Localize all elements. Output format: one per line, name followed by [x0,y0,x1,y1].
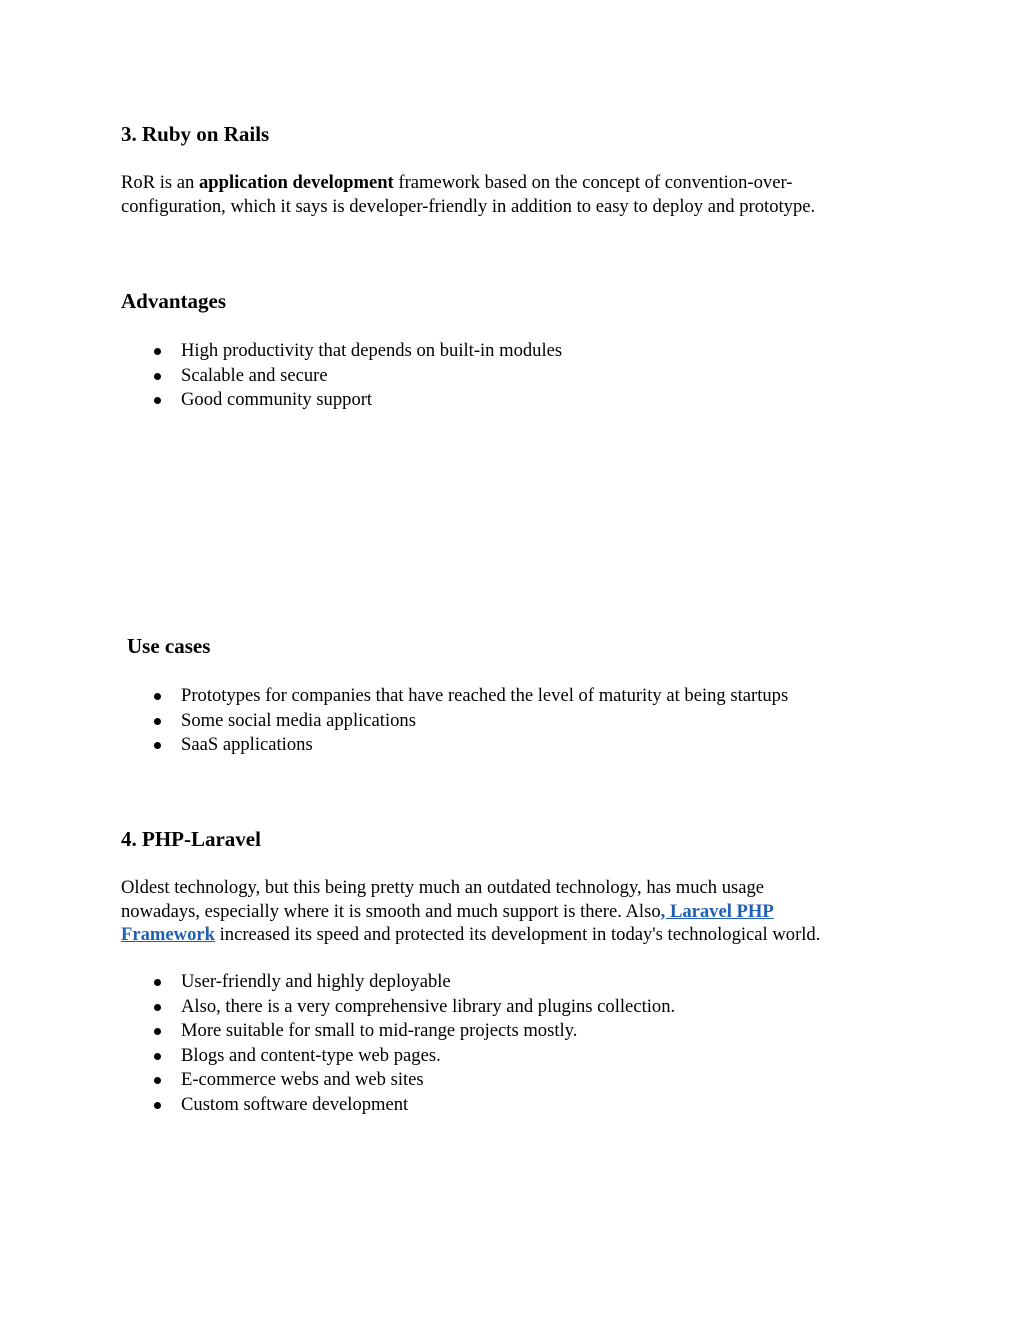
use-cases-heading: Use cases [127,634,211,658]
ror-intro-text-before: RoR is an [121,172,199,193]
list-item [0,364,562,389]
bullet-icon [154,718,161,725]
bullet-icon [154,348,161,355]
laravel-intro-paragraph [121,876,891,947]
list-item [0,339,562,364]
list-item [0,684,788,709]
advantages-heading: Advantages [121,289,227,313]
list-item-text: Also, there is a very comprehensive library and plugins collection. [181,995,676,1017]
bullet-icon [154,373,161,380]
bullet-icon [154,693,161,700]
ror-intro-paragraph [121,171,891,218]
list-item-text: User-friendly and highly deployable [181,971,451,992]
list-item-text: High productivity that depends on built-in modules [181,340,563,361]
laravel-para-line3: increased its speed and protected its development in today's technological world. [214,924,821,945]
section-heading-ruby-on-rails: 3. Ruby on Rails [121,122,270,146]
list-item-text: Some social media applications [181,709,416,731]
ror-intro-bold-term: application development [199,172,394,193]
advantages-list [0,339,562,413]
list-item-text: Custom software development [181,1093,409,1115]
laravel-para-line1: Oldest technology, but this being pretty much an outdated technology, has much usage [121,877,765,898]
list-item [0,388,562,413]
list-item [0,1019,675,1044]
list-item [0,709,788,734]
use-cases-list [0,684,788,758]
bullet-icon [154,979,161,986]
ror-intro-text-after: framework based on the concept of convention-over- [393,172,793,193]
list-item-text: SaaS applications [181,734,313,755]
list-item [0,1044,675,1069]
list-item-text: More suitable for small to mid-range projects mostly. [181,1020,578,1041]
bullet-icon [154,1028,161,1035]
bullet-icon [154,1053,161,1060]
bullet-icon [154,742,161,749]
laravel-link-text-part2[interactable]: Framework [121,924,215,945]
list-item [0,1093,675,1118]
ror-intro-line2: configuration, which it says is developer-friendly in addition to easy to deploy and prototype. [121,195,816,217]
bullet-icon [154,397,161,404]
laravel-para-line2: nowadays, especially where it is smooth and much support is there. Also [121,900,661,922]
section-heading-php-laravel: 4. PHP-Laravel [121,827,261,851]
list-item-text: E-commerce webs and web sites [181,1069,424,1090]
list-item [0,995,675,1020]
laravel-link-text-part1[interactable]: , Laravel PHP [660,900,774,922]
bullet-icon [154,1004,161,1011]
bullet-icon [154,1077,161,1084]
list-item-text: Good community support [181,389,373,410]
laravel-features-list [0,970,675,1117]
list-item [0,733,788,758]
list-item-text: Prototypes for companies that have reached the level of maturity at being startups [181,685,789,706]
list-item-text: Blogs and content-type web pages. [181,1044,441,1066]
list-item [0,970,675,995]
list-item [0,1068,675,1093]
list-item-text: Scalable and secure [181,364,328,386]
bullet-icon [154,1102,161,1109]
